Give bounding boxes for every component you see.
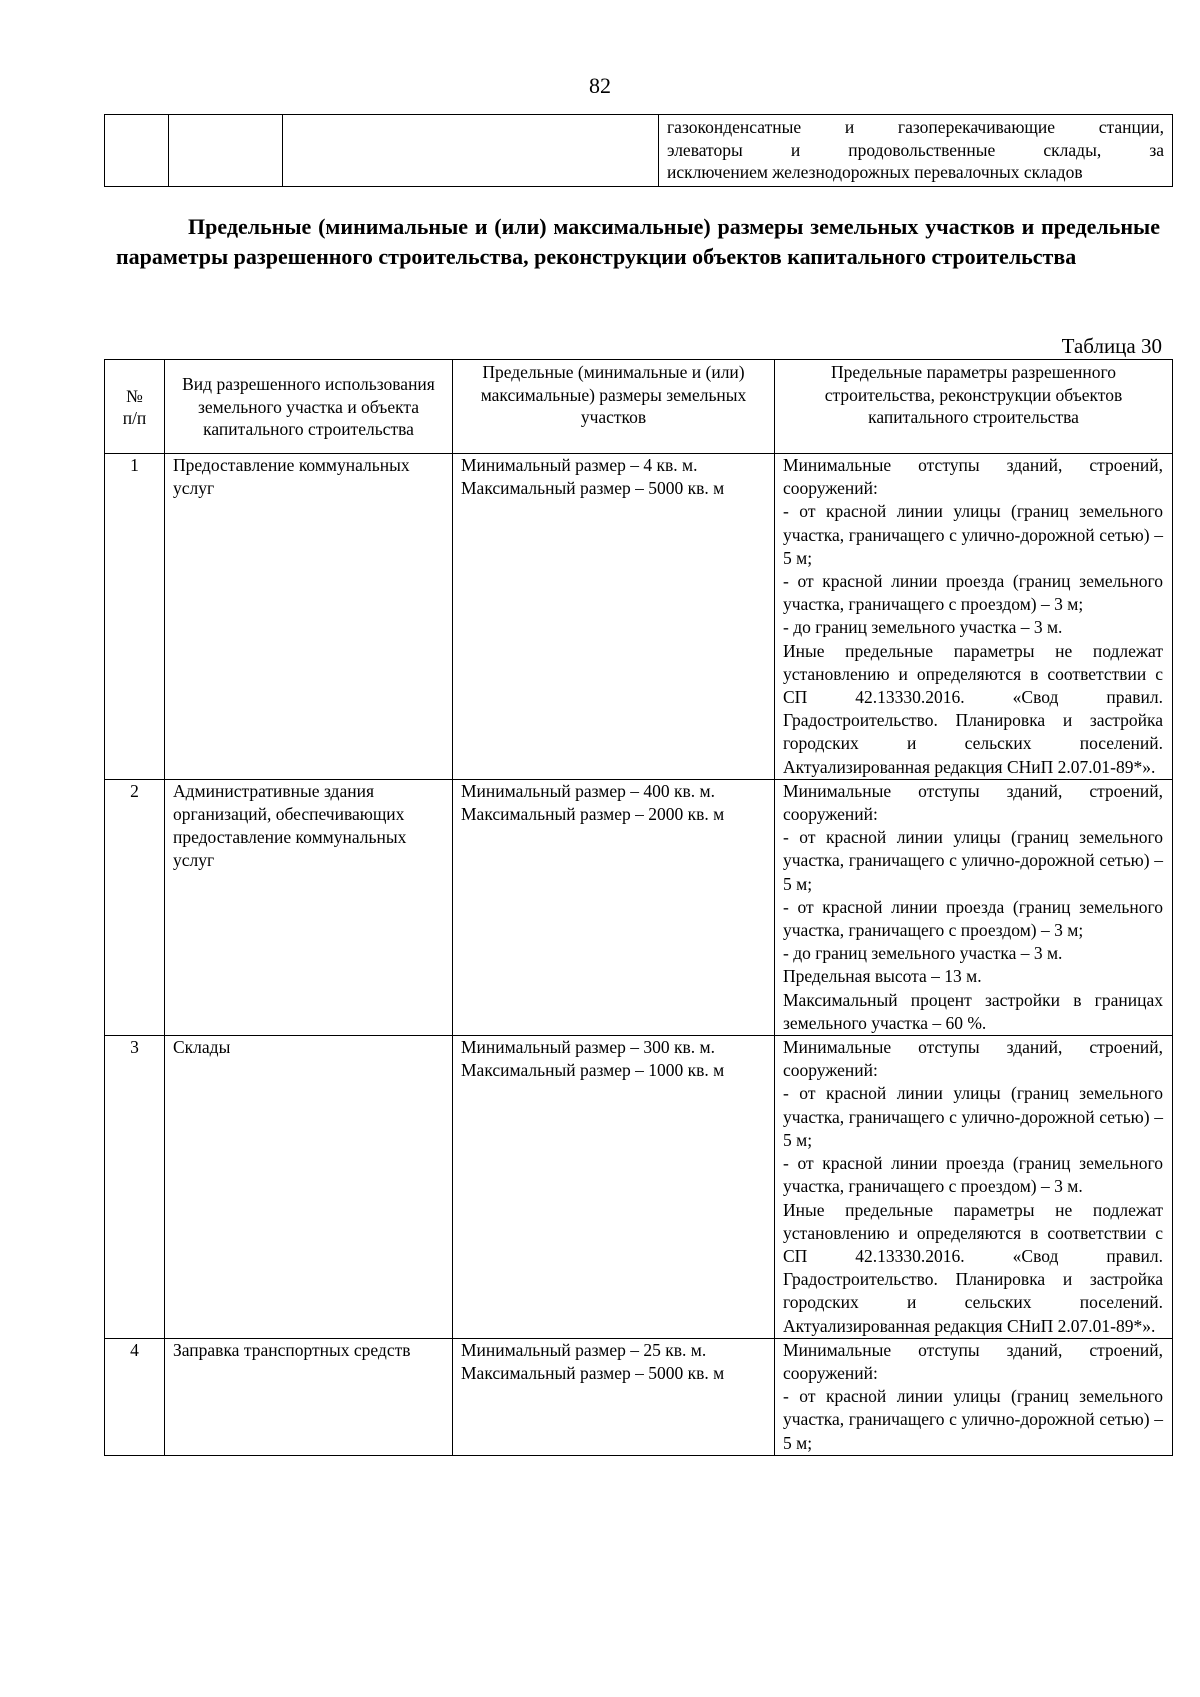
param-item: - до границ земельного участка – 3 м. xyxy=(783,617,1063,638)
table-cell xyxy=(105,115,169,187)
row-use: Заправка транспортных средств xyxy=(165,1338,453,1455)
param-item: - до границ земельного участка – 3 м. xyxy=(783,943,1063,964)
table-cell xyxy=(169,115,283,187)
row-use: Склады xyxy=(165,1036,453,1339)
parameters-table xyxy=(104,359,1173,1456)
column-header-num: № п/п xyxy=(105,360,165,454)
table-row xyxy=(105,1036,1173,1339)
cell-line: исключением железнодорожных перевалочных складов xyxy=(667,162,1083,182)
size-max: Максимальный размер – 1000 кв. м xyxy=(461,1060,725,1081)
cell-line: газоконденсатные и газоперекачивающие станции, xyxy=(667,117,1164,137)
table-row xyxy=(105,1338,1173,1455)
row-use: Административные здания организаций, обеспечивающих предоставление коммунальных услуг xyxy=(165,779,453,1035)
size-min: Минимальный размер – 25 кв. м. xyxy=(461,1339,707,1360)
param-item: - от красной линии проезда (границ земельного участка, граничащего с проездом) – 3 м. xyxy=(783,1153,1163,1197)
param-item: Иные предельные параметры не подлежат установлению и определяются в соответствии с СП 42.13330.2016. «Свод правил. Градостроительство. Планировка и застройка городских и сельских поселений. Актуализированная редакция СНиП 2.07.01-89*». xyxy=(783,1199,1163,1336)
row-number: 2 xyxy=(105,779,165,1035)
row-params xyxy=(775,1338,1173,1455)
param-item: - от красной линии проезда (границ земельного участка, граничащего с проездом) – 3 м; xyxy=(783,896,1163,941)
section-heading: Предельные (минимальные и (или) максимальные) размеры земельных участков и предельные параметры разрешенного строительства, реконструкции объектов капитального строительства xyxy=(116,214,1160,269)
param-item: Иные предельные параметры не подлежат установлению и определяются в соответствии с СП 42.13330.2016. «Свод правил. Градостроительство. Планировка и застройка городских и сельских поселений. Актуализированная редакция СНиП 2.07.01-89*». xyxy=(783,640,1163,777)
row-number: 1 xyxy=(105,454,165,780)
table-cell xyxy=(283,115,659,187)
cell-line: элеваторы и продовольственные склады, за xyxy=(667,139,1164,160)
row-params xyxy=(775,1036,1173,1339)
param-item: - от красной линии проезда (границ земельного участка, граничащего с проездом) – 3 м; xyxy=(783,571,1163,615)
table-cell xyxy=(659,115,1173,187)
table-row xyxy=(105,115,1173,187)
table-row xyxy=(105,454,1173,780)
param-item: Максимальный процент застройки в границах земельного участка – 60 %. xyxy=(783,989,1163,1033)
param-item: - от красной линии улицы (границ земельного участка, граничащего с улично-дорожной сетью) – 5 м; xyxy=(783,1083,1163,1150)
size-max: Максимальный размер – 5000 кв. м xyxy=(461,478,725,499)
param-item: Минимальные отступы зданий, строений, сооружений: xyxy=(783,1339,1163,1383)
row-size xyxy=(453,454,775,780)
table-row xyxy=(105,779,1173,1035)
size-max: Максимальный размер – 5000 кв. м xyxy=(461,1362,725,1383)
column-header-use: Вид разрешенного использования земельного участка и объекта капитального строительства xyxy=(165,360,453,454)
table-header-row xyxy=(105,360,1173,454)
row-use: Предоставление коммунальных услуг xyxy=(165,454,453,780)
param-item: Минимальные отступы зданий, строений, сооружений: xyxy=(783,455,1163,499)
param-item: Минимальные отступы зданий, строений, сооружений: xyxy=(783,1037,1163,1081)
param-item: Предельная высота – 13 м. xyxy=(783,966,982,987)
row-number: 4 xyxy=(105,1338,165,1455)
size-min: Минимальный размер – 4 кв. м. xyxy=(461,455,698,475)
size-min: Минимальный размер – 400 кв. м. xyxy=(461,780,715,801)
row-params xyxy=(775,454,1173,780)
param-item: - от красной линии улицы (границ земельного участка, граничащего с улично-дорожной сетью) – 5 м; xyxy=(783,501,1163,568)
size-min: Минимальный размер – 300 кв. м. xyxy=(461,1037,715,1058)
column-header-params: Предельные параметры разрешенного строительства, реконструкции объектов капитального строительства xyxy=(775,360,1173,454)
continued-table-fragment xyxy=(104,114,1173,187)
row-size xyxy=(453,1338,775,1455)
size-max: Максимальный размер – 2000 кв. м xyxy=(461,804,725,825)
row-params xyxy=(775,779,1173,1035)
param-item: - от красной линии улицы (границ земельного участка, граничащего с улично-дорожной сетью) – 5 м; xyxy=(783,827,1163,894)
param-item: Минимальные отступы зданий, строений, сооружений: xyxy=(783,780,1163,825)
page-number: 82 xyxy=(589,73,611,98)
param-item: - от красной линии улицы (границ земельного участка, граничащего с улично-дорожной сетью) – 5 м; xyxy=(783,1386,1163,1453)
row-number: 3 xyxy=(105,1036,165,1339)
column-header-size: Предельные (минимальные и (или) максимальные) размеры земельных участков xyxy=(453,360,775,454)
row-size xyxy=(453,779,775,1035)
table-caption: Таблица 30 xyxy=(1061,334,1162,358)
row-size xyxy=(453,1036,775,1339)
